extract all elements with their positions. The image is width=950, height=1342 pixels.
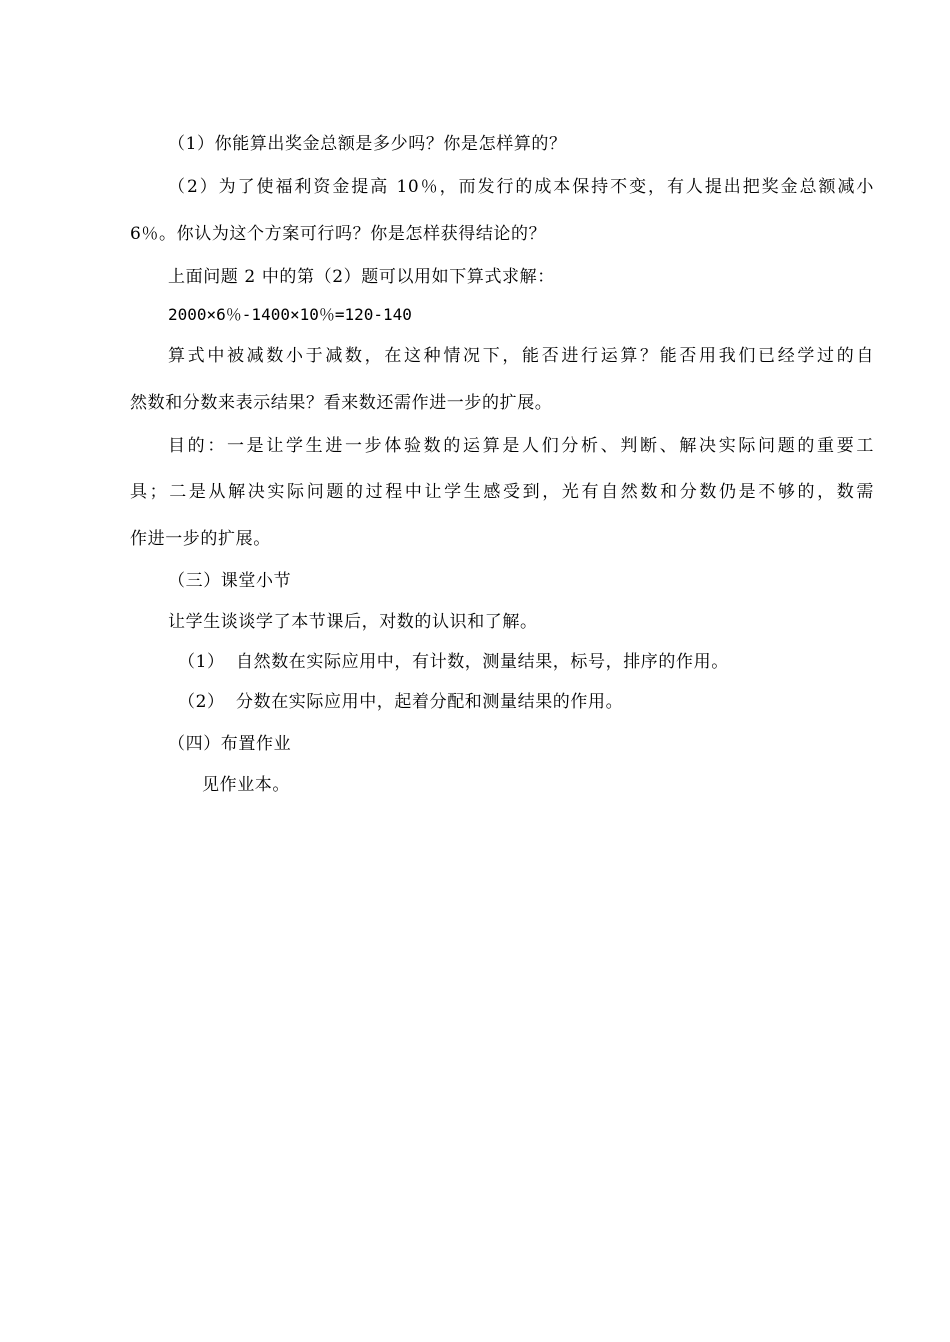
section-3-intro: 让学生谈谈学了本节课后，对数的认识和了解。 bbox=[168, 612, 538, 632]
list-item-1-text: 自然数在实际应用中，有计数，测量结果，标号，排序的作用。 bbox=[236, 652, 729, 672]
section-4-title: （四）布置作业 bbox=[168, 734, 292, 754]
paragraph-1-line-1: 算式中被减数小于减数，在这种情况下，能否进行运算？能否用我们已经学过的自 bbox=[168, 346, 874, 366]
purpose-line-3: 作进一步的扩展。 bbox=[130, 529, 271, 549]
list-item-1-number: （1） bbox=[178, 652, 225, 672]
paragraph-1-line-2: 然数和分数来表示结果？看来数还需作进一步的扩展。 bbox=[130, 393, 553, 413]
purpose-line-1: 目的：一是让学生进一步体验数的运算是人们分析、判断、解决实际问题的重要工 bbox=[168, 436, 874, 456]
list-item-2 bbox=[178, 692, 623, 712]
question-1: （1）你能算出奖金总额是多少吗？你是怎样算的？ bbox=[168, 134, 567, 154]
list-item-1 bbox=[178, 652, 729, 672]
formula: 2000×6％-1400×10％=120-140 bbox=[168, 305, 412, 324]
formula-intro: 上面问题 2 中的第（2）题可以用如下算式求解： bbox=[168, 267, 555, 287]
list-item-2-text: 分数在实际应用中，起着分配和测量结果的作用。 bbox=[236, 692, 624, 712]
purpose-line-2: 具；二是从解决实际问题的过程中让学生感受到，光有自然数和分数仍是不够的，数需 bbox=[130, 482, 874, 502]
question-2-line-1: （2）为了使福利资金提高 10％，而发行的成本保持不变，有人提出把奖金总额减小 bbox=[168, 177, 874, 197]
homework-note: 见作业本。 bbox=[202, 775, 290, 795]
list-item-2-number: （2） bbox=[178, 692, 225, 712]
section-3-title: （三）课堂小节 bbox=[168, 571, 292, 591]
question-2-line-2: 6％。你认为这个方案可行吗？你是怎样获得结论的？ bbox=[130, 224, 547, 244]
